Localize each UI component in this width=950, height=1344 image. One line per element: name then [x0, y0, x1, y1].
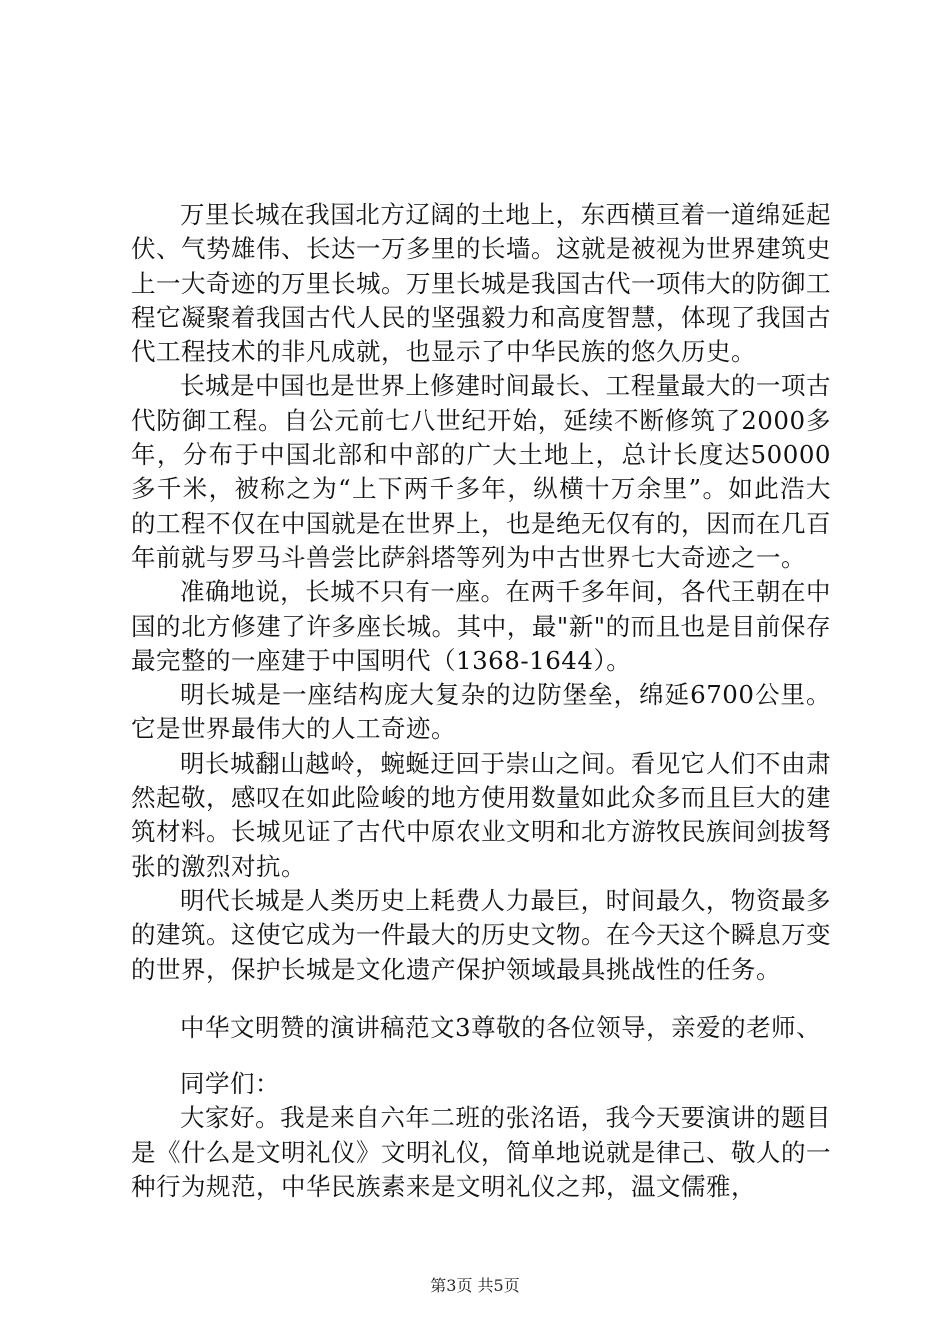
paragraph-ming-wall-terrain: 明长城翻山越岭，蜿蜒迂回于崇山之间。看见它人们不由肃然起敬，感叹在如此险峻的地方使用数量如此众多而且巨大的建筑材料。长城见证了古代中原农业文明和北方游牧民族间剑拔弩张的激烈对抗。 — [131, 748, 831, 881]
paragraph-great-wall-intro: 万里长城在我国北方辽阔的土地上，东西横亘着一道绵延起伏、气势雄伟、长达一万多里的长墙。这就是被视为世界建筑史上一大奇迹的万里长城。万里长城是我国古代一项伟大的防御工程它凝聚着我国古代人民的坚强毅力和高度智慧，体现了我国古代工程技术的非凡成就，也显示了中华民族的悠久历史。 — [131, 200, 831, 367]
paragraph-ming-wall-heritage: 明代长城是人类历史上耗费人力最巨，时间最久，物资最多的建筑。这使它成为一件最大的历史文物。在今天这个瞬息万变的世界，保护长城是文化遗产保护领域最具挑战性的任务。 — [131, 885, 831, 984]
speech-heading: 中华文明赞的演讲稿范文3尊敬的各位领导，亲爱的老师、 — [180, 1012, 822, 1042]
paragraph-ming-wall-length: 明长城是一座结构庞大复杂的边防堡垒，绵延6700公里。它是世界最伟大的人工奇迹。 — [131, 680, 831, 744]
speech-salutation: 同学们： — [180, 1069, 280, 1099]
speech-opening: 大家好。我是来自六年二班的张洺语，我今天要演讲的题目是《什么是文明礼仪》文明礼仪，简单地说就是律己、敬人的一种行为规范，中华民族素来是文明礼仪之邦，温文儒雅， — [131, 1103, 831, 1202]
paragraph-ming-wall: 准确地说，长城不只有一座。在两千多年间，各代王朝在中国的北方修建了许多座长城。其中，最"新"的而且也是目前保存最完整的一座建于中国明代（1368-1644）。 — [131, 577, 831, 675]
page-number-footer: 第3页 共5页 — [430, 1276, 520, 1295]
paragraph-great-wall-history: 长城是中国也是世界上修建时间最长、工程量最大的一项古代防御工程。自公元前七八世纪开始，延续不断修筑了2000多年，分布于中国北部和中部的广大土地上，总计长度达50000多千米，被称之为“上下两千多年，纵横十万余里”。如此浩大的工程不仅在中国就是在世界上，也是绝无仅有的，因而在几百年前就与罗马斗兽尝比萨斜塔等列为中古世界七大奇迹之一。 — [131, 371, 831, 572]
document-body — [131, 198, 831, 1204]
